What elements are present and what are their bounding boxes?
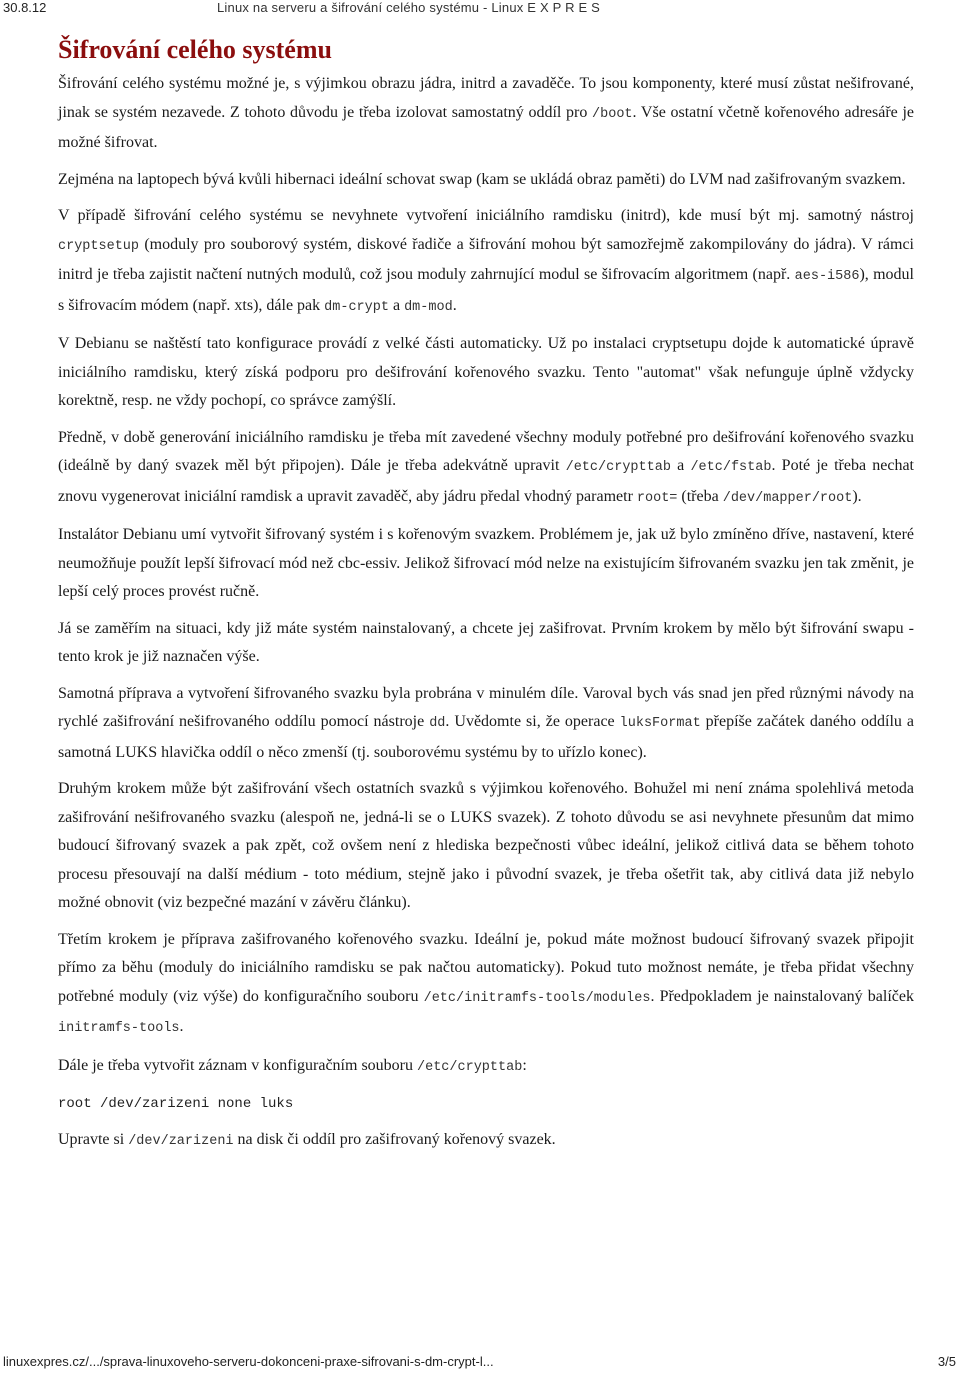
inline-code: /etc/crypttab xyxy=(417,1059,523,1075)
inline-code: luksFormat xyxy=(619,716,701,731)
print-page-title: Linux na serveru a šifrování celého systému - Linux E X P R E S xyxy=(217,0,601,15)
inline-code: aes-i586 xyxy=(794,269,860,284)
paragraph-9: Druhým krokem může být zašifrování všech ostatních svazků s výjimkou kořenového. Bohužel mi není známa spolehlivá metoda zašifrování nešifrovaného svazku (alespoň ne, jedná-li se o LUKS svazek). Z tohoto důvodu se asi nevyhnete přesunům dat mimo budoucí šifrovaný svazek a pak zpět, což ovšem není z hlediska bezpečnosti vůbec ideální, jelikož citlivá data se během tohoto procesu přesouvají na další médium - toto médium, stejně jako i původní svazek, je třeba ošetřit tak, aby citlivá data již nebylo možné obnovit (viz bezpečné mazání v závěru článku). xyxy=(58,780,914,911)
inline-code: initramfs-tools xyxy=(58,1021,180,1036)
paragraph-1: Šifrování celého systému možné je, s výjimkou obrazu jádra, initrd a zavaděče. To jsou komponenty, které musí zůstat nešifrované, jinak se systém nezavede. Z tohoto důvodu je třeba izolovat samostatný oddíl pro /boot. Vše ostatní včetně kořenového adresáře je možné šifrovat. xyxy=(58,75,914,151)
paragraph-4: V Debianu se naštěstí tato konfigurace provádí z velké části automaticky. Už po instalaci cryptsetupu dojde k automatické úpravě iniciálního ramdisku, který získá podporu pro dešifrování kořenového svazku. Tento "automat" však nefunguje úplně vždycky korektně, resp. ne vždy pochopí, co správce zamýšlí. xyxy=(58,335,914,409)
inline-code: dm-mod xyxy=(404,299,453,315)
paragraph-11: Dále je třeba vytvořit záznam v konfiguračním souboru /etc/crypttab: xyxy=(58,1056,527,1075)
article xyxy=(58,32,914,1165)
inline-code: /etc/crypttab xyxy=(565,460,671,475)
page-number: 3/5 xyxy=(937,1354,956,1369)
article-title: Šifrování celého systému xyxy=(58,35,332,64)
inline-code: dm-crypt xyxy=(324,299,389,315)
inline-code: /dev/mapper/root xyxy=(722,490,853,506)
paragraph-6: Instalátor Debianu umí vytvořit šifrovaný systém i s kořenovým svazkem. Problémem je, jak už bylo zmíněno dříve, nastavení, které neumožňuje použít lepší šifrovací mód než cbc-essiv. Jelikož šifrovací mód nelze na existujícím šifrovaném svazku jen tak změnit, je lepší celý proces provést ručně. xyxy=(58,526,914,600)
paragraph-8: Samotná příprava a vytvoření šifrovaného svazku byla probrána v minulém díle. Varoval bych vás snad jen před různými návody na rychlé zašifrování nešifrovaného oddílu pomocí nástroje dd. Uvědomte si, že operace luksFormat přepíše začátek daného oddílu a samotná LUKS hlavička oddíl o něco zmenší (tj. souborovému systému by to uřízlo konec). xyxy=(58,684,915,761)
print-date: 30.8.12 xyxy=(3,0,47,15)
paragraph-7: Já se zaměřím na situaci, kdy již máte systém nainstalovaný, a chcete jej zašifrovat. Prvním krokem by mělo být šifrování swapu - tento krok je již naznačen výše. xyxy=(58,619,914,665)
paragraph-3: V případě šifrování celého systému se nevyhnete vytvoření iniciálního ramdisku (initrd), kde musí být mj. samotný nástroj cryptsetup (moduly pro souborový systém, diskové řadiče a šifrování mohou být samozřejmě zakompilovány do jádra). V rámci initrd je třeba zajistit načtení nutných modulů, což jsou moduly zahrnující modul se šifrovacím algoritmem (např. aes-i586), modul s šifrovacím módem (např. xts), dále pak dm-crypt a dm-mod. xyxy=(58,207,915,315)
paragraph-5: Předně, v době generování iniciálního ramdisku je třeba mít zavedené všechny moduly potřebné pro dešifrování kořenového svazku (ideálně by daný svazek měl být připojen). Dále je třeba adekvátně upravit /etc/crypttab a /etc/fstab. Poté je třeba nechat znovu vygenerovat iniciální ramdisk a upravit zavaděč, aby jádru předal vhodný parametr root= (třeba /dev/mapper/root). xyxy=(58,428,915,506)
inline-code: /dev/zarizeni xyxy=(128,1134,234,1149)
inline-code: /etc/fstab xyxy=(690,460,772,475)
inline-code: root= xyxy=(636,490,678,506)
inline-code: /boot xyxy=(592,106,633,122)
print-footer xyxy=(0,1354,960,1374)
inline-code: cryptsetup xyxy=(58,238,140,254)
paragraph-10: Třetím krokem je příprava zašifrovaného kořenového svazku. Ideální je, pokud máte možnost budoucí šifrovaný svazek připojit přímo za běhu (moduly do iniciálního ramdisku se pak načtou automaticky). Pokud tuto možnost nemáte, je třeba přidat všechny potřebné moduly (viz výše) do konfiguračního souboru /etc/initramfs-tools/modules. Předpokladem je nainstalovaný balíček initramfs-tools. xyxy=(58,930,915,1036)
print-url: linuxexpres.cz/.../sprava-linuxoveho-serveru-dokonceni-praxe-sifrovani-s-dm-crypt-l... xyxy=(3,1354,494,1369)
inline-code: /etc/initramfs-tools/modules xyxy=(423,990,651,1006)
print-header xyxy=(0,0,960,20)
inline-code: dd xyxy=(429,716,446,731)
paragraph-12: Upravte si /dev/zarizeni na disk či oddíl pro zašifrovaný kořenový svazek. xyxy=(58,1131,556,1149)
code-block: root /dev/zarizeni none luks xyxy=(58,1096,294,1112)
paragraph-2: Zejména na laptopech bývá kvůli hibernaci ideální schovat swap (kam se ukládá obraz paměti) do LVM nad zašifrovaným svazkem. xyxy=(58,170,906,188)
